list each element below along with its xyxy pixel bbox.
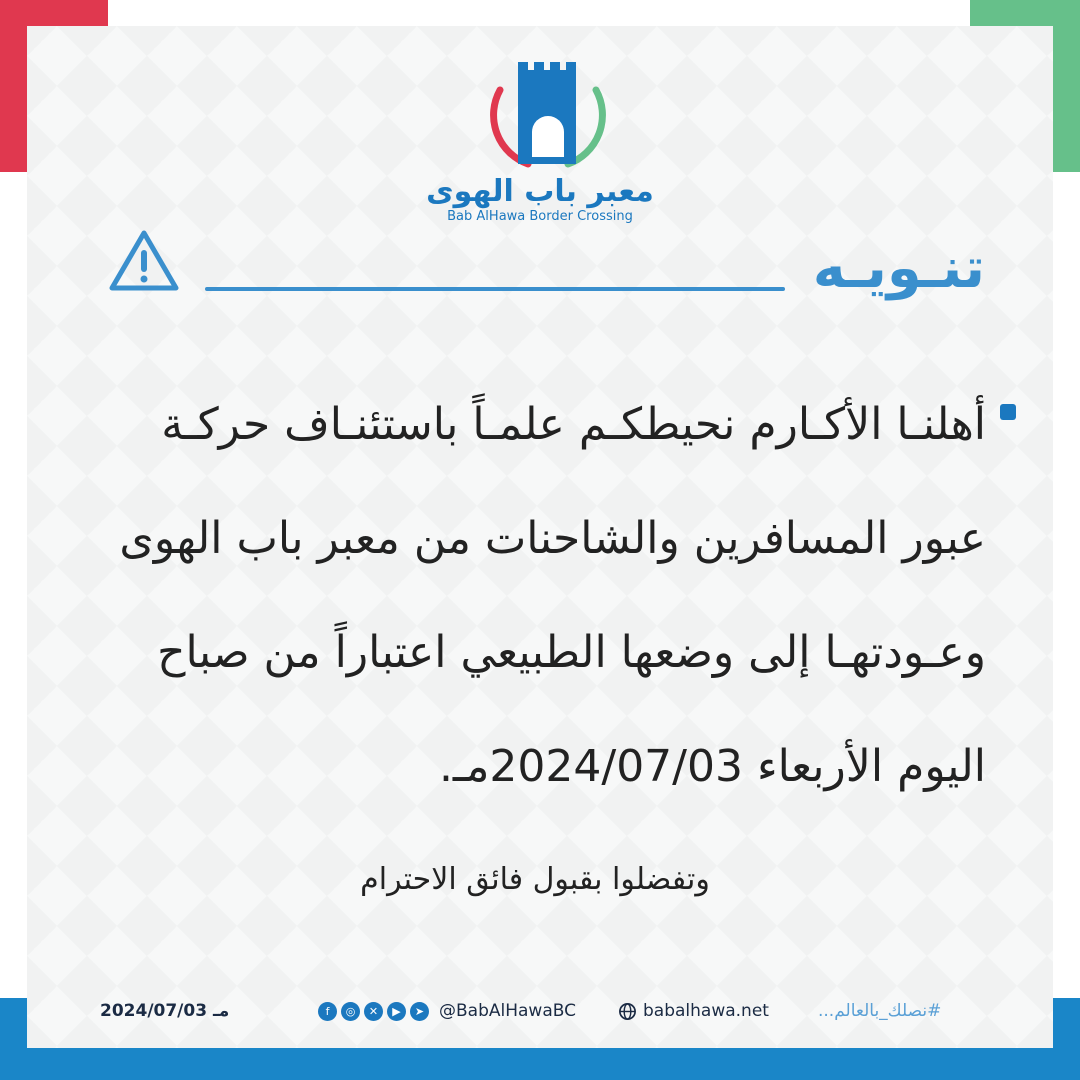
website-link[interactable] bbox=[618, 1001, 769, 1021]
heading-rule bbox=[205, 287, 785, 291]
youtube-icon[interactable]: ▶ bbox=[387, 1002, 406, 1021]
brand-name-arabic: معبر باب الهوى bbox=[426, 174, 654, 209]
social-links bbox=[318, 1001, 576, 1021]
x-icon[interactable]: ✕ bbox=[364, 1002, 383, 1021]
globe-icon bbox=[618, 1002, 637, 1021]
telegram-icon[interactable]: ➤ bbox=[410, 1002, 429, 1021]
paragraph-bullet bbox=[1000, 404, 1016, 420]
warning-icon bbox=[108, 228, 180, 294]
instagram-icon[interactable]: ◎ bbox=[341, 1002, 360, 1021]
notice-heading: تنـويـه bbox=[812, 236, 985, 301]
website-text[interactable]: babalhawa.net bbox=[643, 1001, 769, 1021]
facebook-icon[interactable]: f bbox=[318, 1002, 337, 1021]
brand-name-english: Bab AlHawa Border Crossing bbox=[447, 209, 633, 224]
notice-body: أهلنـا الأكـارم نحيطكـم علمـاً باستئنـاف حركـة عبور المسافرين والشاحنات من معبر باب الهوى وعـودتهـا إلى وضعها الطبيعي اعتباراً من صباح اليوم الأربعاء 2024/07/03مـ. bbox=[119, 399, 986, 792]
footer-hashtag: #نصلك_بالعالم... bbox=[818, 1001, 942, 1021]
social-handle[interactable]: @BabAlHawaBC bbox=[439, 1001, 576, 1021]
closing-line: وتفضلوا بقبول فائق الاحترام bbox=[360, 862, 710, 897]
logo-icon bbox=[488, 52, 608, 172]
footer-date: 2024/07/03 مـ bbox=[100, 1001, 230, 1021]
